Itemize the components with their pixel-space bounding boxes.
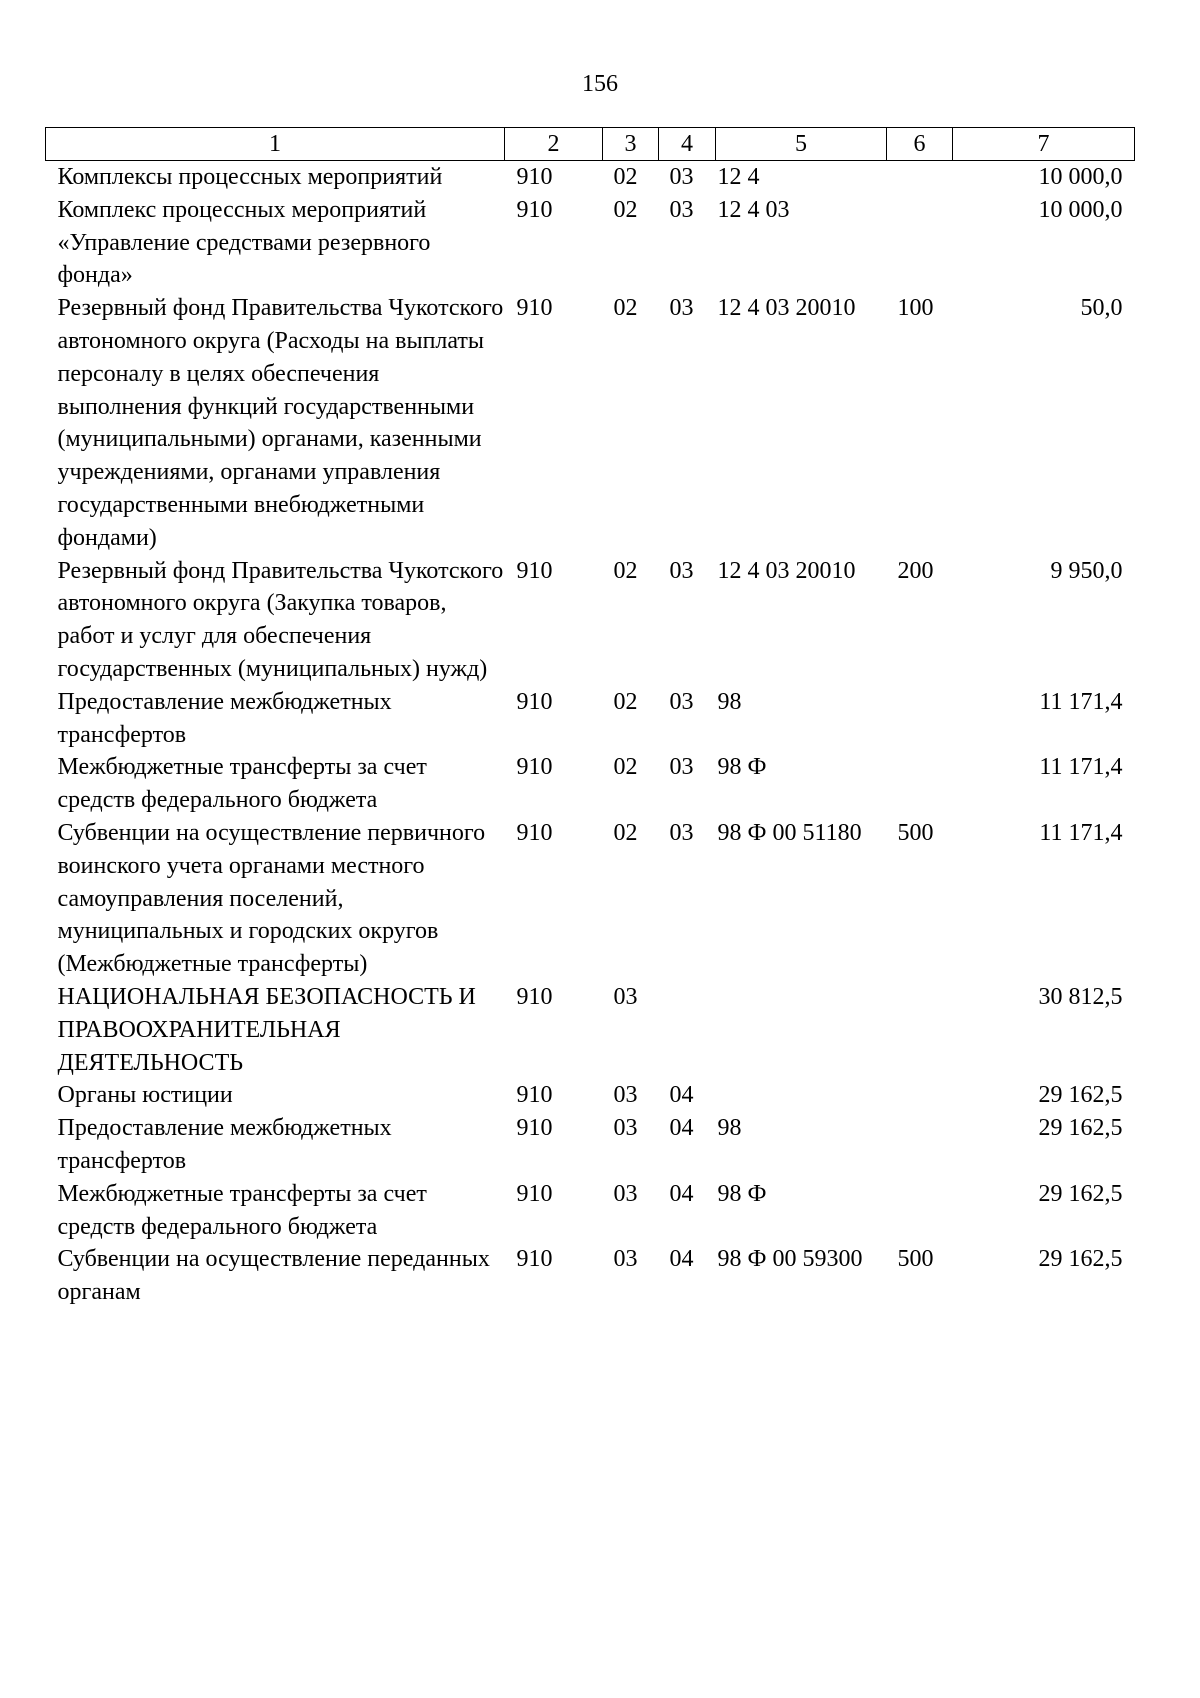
row-code-3: 02 [613, 688, 638, 715]
table-header-row [46, 128, 1135, 161]
row-code-6 [887, 194, 953, 292]
row-code-2: 910 [516, 688, 553, 715]
table-row [46, 161, 1135, 194]
row-code-6 [887, 1178, 953, 1244]
row-code-3: 03 [613, 983, 638, 1010]
row-code-5: 98 Ф [717, 754, 767, 781]
table-row [46, 1112, 1135, 1178]
row-code-5: 98 [717, 688, 742, 715]
table-row [46, 1243, 1135, 1309]
row-code-5: 98 Ф 00 51180 [717, 819, 862, 846]
page-number: 156 [582, 71, 618, 97]
row-name: Межбюджетные трансферты за счет средств федерального бюджета [57, 1180, 427, 1240]
row-code-6: 500 [897, 819, 934, 846]
row-code-6: 500 [897, 1246, 934, 1273]
row-code-3: 02 [613, 196, 638, 223]
row-code-3: 03 [613, 1115, 638, 1142]
row-code-6 [887, 1079, 953, 1112]
row-amount: 11 171,4 [1039, 819, 1123, 846]
row-code-5: 98 Ф [717, 1180, 767, 1207]
column-header-1: 1 [46, 128, 505, 161]
row-code-5 [716, 1079, 887, 1112]
row-amount: 10 000,0 [1038, 196, 1123, 223]
row-code-3: 02 [613, 295, 638, 322]
row-code-2: 910 [516, 164, 553, 190]
row-name: Субвенции на осуществление первичного воинского учета органами местного самоуправления поселений, муниципальных и городских округов (Межбюджетные трансферты) [57, 819, 486, 978]
table-row [46, 686, 1135, 752]
column-header-2: 2 [505, 128, 603, 161]
row-amount: 50,0 [1080, 295, 1123, 322]
row-code-5: 12 4 03 20010 [717, 295, 856, 322]
row-code-3: 03 [613, 1180, 638, 1207]
row-amount: 10 000,0 [1038, 164, 1123, 190]
row-amount: 11 171,4 [1039, 754, 1123, 781]
row-code-3: 03 [613, 1246, 638, 1273]
row-code-6 [887, 981, 953, 1079]
row-code-3: 02 [613, 819, 638, 846]
row-code-5: 98 [717, 1115, 742, 1142]
row-code-2: 910 [516, 557, 553, 584]
column-header-4: 4 [659, 128, 716, 161]
row-code-2: 910 [516, 983, 553, 1010]
row-code-4: 03 [669, 557, 694, 584]
row-name: Органы юстиции [57, 1082, 233, 1109]
row-code-2: 910 [516, 1246, 553, 1273]
row-amount: 29 162,5 [1038, 1115, 1123, 1142]
row-code-3: 03 [613, 1082, 638, 1109]
table-row [46, 1079, 1135, 1112]
row-name: Субвенции на осуществление переданных органам [57, 1246, 490, 1306]
row-code-2: 910 [516, 754, 553, 781]
row-amount: 29 162,5 [1038, 1180, 1123, 1207]
row-code-5: 98 Ф 00 59300 [717, 1246, 863, 1273]
table-row [46, 1178, 1135, 1244]
table-row [46, 555, 1135, 686]
row-code-4: 03 [669, 688, 694, 715]
row-code-6: 100 [897, 295, 934, 322]
row-code-4: 03 [669, 196, 694, 223]
row-code-2: 910 [516, 819, 553, 846]
row-amount: 11 171,4 [1039, 688, 1123, 715]
row-code-3: 02 [613, 164, 638, 190]
row-code-5 [716, 981, 887, 1079]
column-header-7: 7 [953, 128, 1135, 161]
row-amount: 30 812,5 [1038, 983, 1123, 1010]
row-code-2: 910 [516, 196, 553, 223]
row-name: НАЦИОНАЛЬНАЯ БЕЗОПАСНОСТЬ И ПРАВООХРАНИТЕЛЬНАЯ ДЕЯТЕЛЬНОСТЬ [57, 983, 476, 1076]
row-name: Резервный фонд Правительства Чукотского автономного округа (Закупка товаров, работ и услуг для обеспечения государственных (муниципальных) нужд) [57, 557, 504, 682]
table-row [46, 981, 1135, 1079]
row-code-2: 910 [516, 1115, 553, 1142]
row-name: Комплексы процессных мероприятий [57, 164, 443, 190]
row-code-6 [887, 751, 953, 817]
row-name: Межбюджетные трансферты за счет средств федерального бюджета [57, 754, 427, 814]
row-code-4: 03 [669, 754, 694, 781]
row-code-4: 04 [669, 1115, 694, 1142]
table-row [46, 751, 1135, 817]
column-header-6: 6 [887, 128, 953, 161]
row-code-4: 04 [669, 1246, 694, 1273]
row-amount: 9 950,0 [1050, 557, 1123, 584]
table-row [46, 817, 1135, 981]
row-code-4 [659, 981, 716, 1079]
row-code-5: 12 4 03 20010 [717, 557, 856, 584]
row-code-5: 12 4 [717, 164, 760, 190]
row-code-4: 03 [669, 295, 694, 322]
row-code-5: 12 4 03 [717, 196, 790, 223]
row-code-4: 03 [669, 164, 694, 190]
column-header-5: 5 [716, 128, 887, 161]
row-amount: 29 162,5 [1038, 1082, 1123, 1109]
row-code-2: 910 [516, 1082, 553, 1109]
row-name: Предоставление межбюджетных трансфертов [57, 1115, 392, 1174]
row-code-4: 03 [669, 819, 694, 846]
row-code-2: 910 [516, 295, 553, 322]
column-header-3: 3 [603, 128, 659, 161]
budget-table [45, 127, 1135, 1309]
row-name: Комплекс процессных мероприятий «Управление средствами резервного фонда» [57, 196, 431, 289]
row-name: Резервный фонд Правительства Чукотского автономного округа (Расходы на выплаты персоналу в целях обеспечения выполнения функций государственными (муниципальными) органами, казенными учреждениями, органами управления государственными внебюджетными фондами) [57, 295, 504, 551]
row-code-6 [887, 1112, 953, 1178]
table-row [46, 194, 1135, 292]
row-code-6 [887, 686, 953, 752]
row-code-6: 200 [897, 557, 934, 584]
table-row [46, 292, 1135, 554]
row-code-3: 02 [613, 754, 638, 781]
row-code-3: 02 [613, 557, 638, 584]
row-amount: 29 162,5 [1038, 1246, 1123, 1273]
row-code-2: 910 [516, 1180, 553, 1207]
row-code-4: 04 [669, 1082, 694, 1109]
row-name: Предоставление межбюджетных трансфертов [57, 688, 392, 748]
row-code-6 [887, 161, 953, 194]
row-code-4: 04 [669, 1180, 694, 1207]
